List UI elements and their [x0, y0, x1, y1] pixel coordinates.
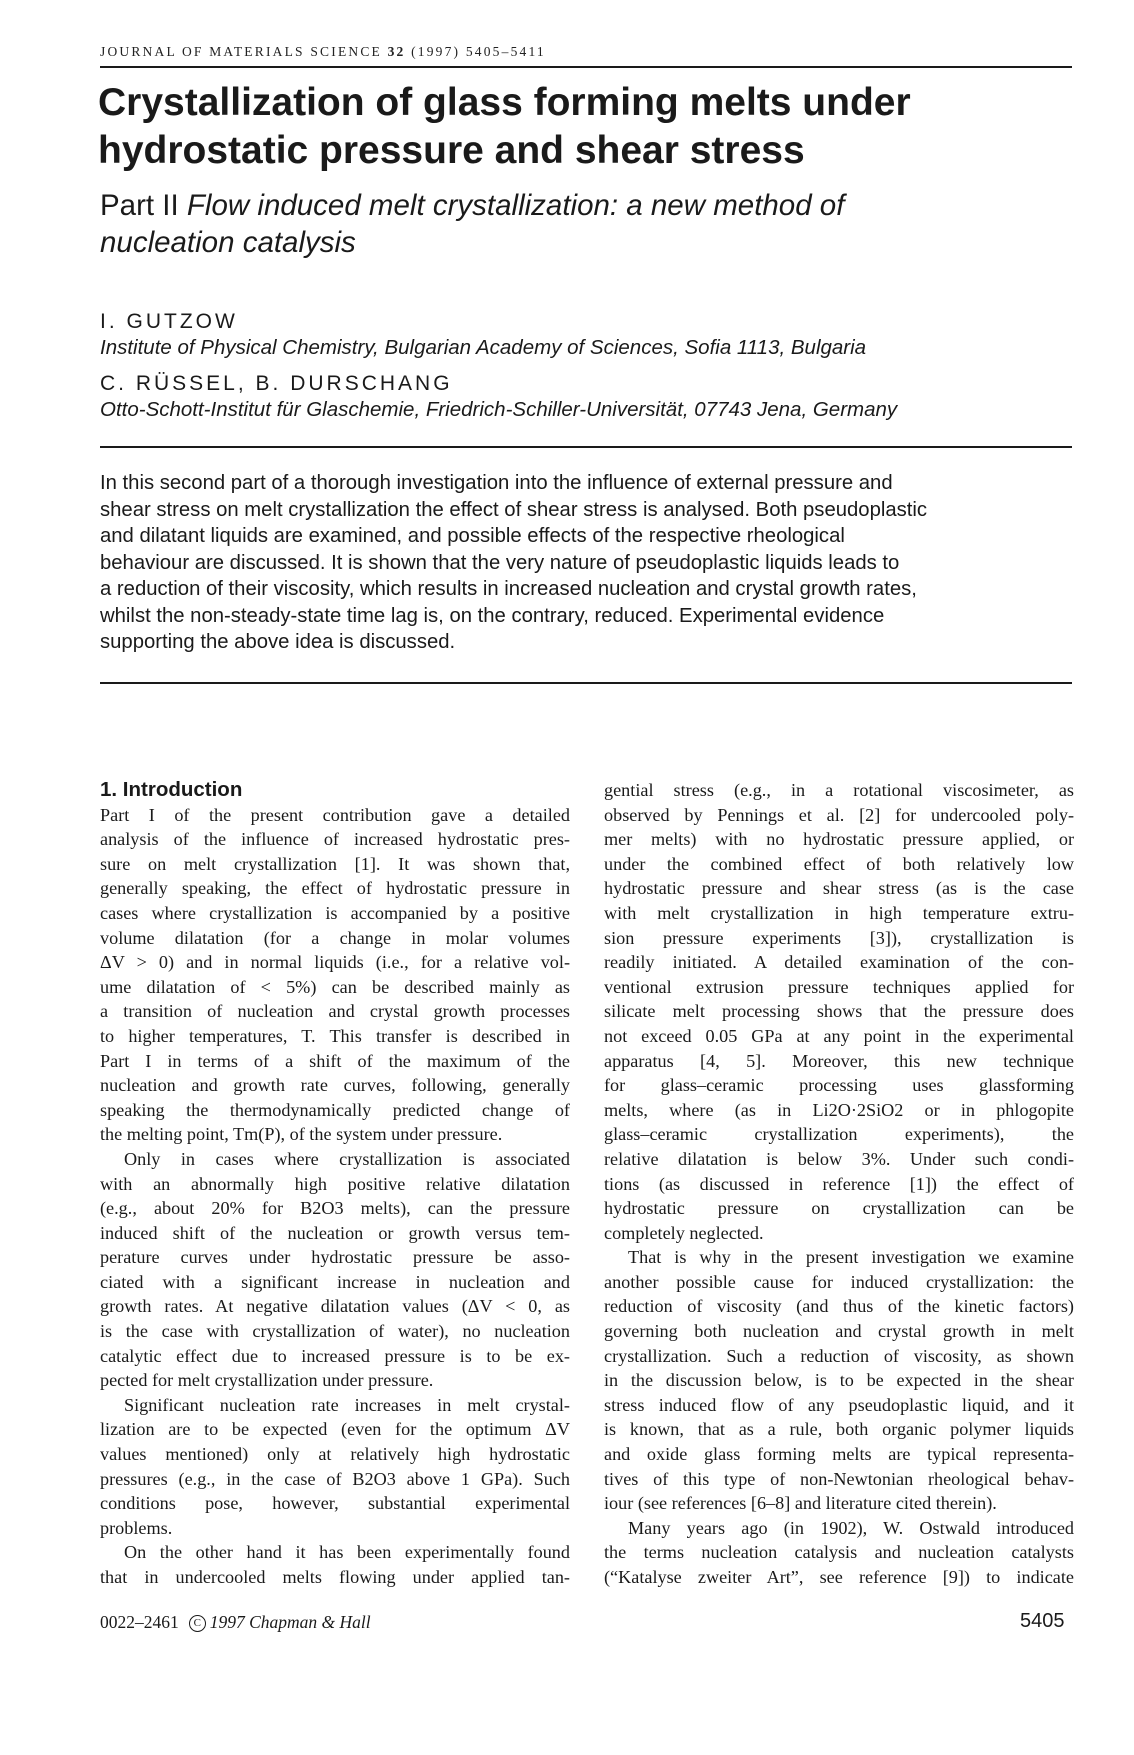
right-column — [604, 778, 1074, 1590]
body-line: stress induced flow of any pseudoplastic liquid, and it — [604, 1394, 1074, 1415]
body-line: ventional extrusion pressure techniques applied for — [604, 976, 1074, 997]
body-line: hydrostatic pressure and shear stress (as is the case — [604, 878, 1074, 899]
body-line: is known, that as a rule, both organic polymer liquids — [604, 1419, 1074, 1440]
section-heading: 1. Introduction — [100, 778, 243, 801]
body-line: is the case with crystallization of water), no nucleation — [100, 1321, 570, 1342]
author-names: I. GUTZOW — [100, 310, 238, 333]
body-line: governing both nucleation and crystal growth in melt — [604, 1321, 1074, 1342]
body-line: cases where crystallization is accompanied by a positive — [100, 902, 570, 923]
subtitle-part: Part II — [100, 189, 179, 222]
body-line: for glass–ceramic processing uses glassforming — [604, 1075, 1074, 1096]
body-line: the terms nucleation catalysis and nucleation catalysts — [604, 1542, 1074, 1563]
body-line: to higher temperatures, T. This transfer is described in — [100, 1025, 570, 1046]
copyright-icon: C — [189, 1615, 206, 1632]
abstract-line: whilst the non-steady-state time lag is, on the contrary, reduced. Experimental evidence — [100, 604, 885, 627]
body-line: with melt crystallization in high temperature extru- — [604, 902, 1074, 923]
body-line: readily initiated. A detailed examination of the con- — [604, 952, 1074, 973]
body-line: tives of this type of non-Newtonian rheological behav- — [604, 1468, 1074, 1489]
body-line: ΔV > 0) and in normal liquids (i.e., for a relative vol- — [100, 952, 570, 973]
body-line: observed by Pennings et al. [2] for undercooled poly- — [604, 804, 1074, 825]
body-line: Significant nucleation rate increases in melt crystal- — [124, 1394, 570, 1415]
subtitle-line: Flow induced melt crystallization: a new method of — [186, 189, 845, 222]
body-line: relative dilatation is below 3%. Under such condi- — [604, 1148, 1074, 1169]
abstract-line: In this second part of a thorough investigation into the influence of external pressure and — [100, 472, 893, 494]
body-line: problems. — [100, 1517, 173, 1538]
body-line: lization are to be expected (even for the optimum ΔV — [100, 1419, 570, 1440]
body-line: melts, where (as in Li2O·2SiO2 or in phlogopite — [604, 1099, 1074, 1120]
body-line: silicate melt processing shows that the pressure does — [604, 1001, 1074, 1022]
body-line: apparatus [4, 5]. Moreover, this new technique — [604, 1050, 1074, 1071]
body-line: in the discussion below, is to be expected in the shear — [604, 1370, 1074, 1391]
body-line: generally speaking, the effect of hydrostatic pressure in — [100, 878, 570, 899]
page-number: 5405 — [1020, 1610, 1065, 1632]
body-line: the melting point, Tm(P), of the system under pressure. — [100, 1124, 503, 1145]
body-line: another possible cause for induced crystallization: the — [604, 1271, 1074, 1292]
abstract-line: behaviour are discussed. It is shown that the very nature of pseudoplastic liquids leads to — [100, 551, 900, 574]
title-line: Crystallization of glass forming melts under — [98, 81, 911, 124]
body-line: On the other hand it has been experimentally found — [124, 1542, 570, 1563]
body-line: completely neglected. — [604, 1222, 764, 1243]
body-line: speaking the thermodynamically predicted change of — [100, 1099, 570, 1120]
body-line: and oxide glass forming melts are typical representa- — [604, 1444, 1074, 1465]
body-line: analysis of the influence of increased hydrostatic pres- — [100, 829, 570, 850]
subtitle-line: nucleation catalysis — [100, 226, 356, 259]
journal-name: JOURNAL OF MATERIALS SCIENCE — [100, 44, 382, 59]
body-line: Part I of the present contribution gave a detailed — [100, 804, 570, 825]
body-line: pected for melt crystallization under pressure. — [100, 1370, 434, 1391]
body-line: perature curves under hydrostatic pressure be asso- — [100, 1247, 570, 1268]
body-line: ume dilatation of < 5%) can be described mainly as — [100, 976, 570, 997]
body-line: nucleation and growth rate curves, following, generally — [100, 1075, 570, 1096]
footer-issn: 0022–2461 — [100, 1612, 179, 1632]
author-affiliation: Institute of Physical Chemistry, Bulgarian Academy of Sciences, Sofia 1113, Bulgaria — [100, 336, 867, 359]
body-line: under the combined effect of both relatively low — [604, 853, 1074, 874]
body-line: hydrostatic pressure on crystallization can be — [604, 1198, 1074, 1219]
body-line: That is why in the present investigation we examine — [628, 1247, 1074, 1268]
body-line: Part I in terms of a shift of the maximum of the — [100, 1050, 570, 1071]
footer-publisher: 1997 Chapman & Hall — [209, 1612, 371, 1632]
body-line: Many years ago (in 1902), W. Ostwald introduced — [628, 1517, 1074, 1538]
body-line: pressures (e.g., in the case of B2O3 above 1 GPa). Such — [100, 1468, 570, 1489]
title-line: hydrostatic pressure and shear stress — [98, 129, 805, 172]
body-line: values mentioned) only at relatively high hydrostatic — [100, 1444, 570, 1465]
abstract-rule-bottom — [100, 682, 1072, 684]
body-line: growth rates. At negative dilatation values (ΔV < 0, as — [100, 1296, 570, 1317]
header-rule — [100, 66, 1072, 68]
body-line: reduction of viscosity (and thus of the kinetic factors) — [604, 1296, 1074, 1317]
abstract-line: supporting the above idea is discussed. — [100, 631, 456, 653]
body-line: volume dilatation (for a change in molar volumes — [100, 927, 570, 948]
body-line: glass–ceramic crystallization experiments), the — [604, 1124, 1074, 1145]
body-line: sion pressure experiments [3]), crystallization is — [604, 927, 1074, 948]
journal-volume: 32 — [387, 44, 406, 59]
body-line: (“Katalyse zweiter Art”, see reference [9]) to indicate — [604, 1567, 1074, 1587]
footer-copyright — [100, 1612, 371, 1633]
body-line: gential stress (e.g., in a rotational viscosimeter, as — [604, 780, 1074, 800]
body-line: tions (as discussed in reference [1]) the effect of — [604, 1173, 1074, 1194]
journal-header — [100, 44, 1072, 60]
author-names: C. RÜSSEL, B. DURSCHANG — [100, 372, 453, 395]
left-column — [100, 778, 570, 1590]
abstract-rule-top — [100, 446, 1072, 448]
body-line: induced shift of the nucleation or growth versus tem- — [100, 1222, 570, 1243]
body-line: sure on melt crystallization [1]. It was shown that, — [100, 853, 570, 874]
abstract-line: and dilatant liquids are examined, and possible effects of the respective rheological — [100, 525, 845, 547]
body-line: conditions pose, however, substantial experimental — [100, 1493, 570, 1514]
body-line: crystallization. Such a reduction of viscosity, as shown — [604, 1345, 1074, 1366]
body-line: not exceed 0.05 GPa at any point in the experimental — [604, 1025, 1074, 1046]
body-line: with an abnormally high positive relative dilatation — [100, 1173, 570, 1194]
abstract-line: a reduction of their viscosity, which results in increased nucleation and crystal growth rates, — [100, 578, 917, 600]
body-line: mer melts) with no hydrostatic pressure applied, or — [604, 829, 1074, 850]
journal-year-pages: (1997) 5405–5411 — [411, 44, 546, 59]
body-line: ciated with a significant increase in nucleation and — [100, 1271, 570, 1292]
body-line: that in undercooled melts flowing under applied tan- — [100, 1567, 570, 1587]
abstract — [100, 470, 1072, 656]
paper-subtitle — [100, 187, 1060, 261]
body-line: Only in cases where crystallization is associated — [124, 1148, 570, 1169]
body-line: a transition of nucleation and crystal growth processes — [100, 1001, 570, 1022]
abstract-line: shear stress on melt crystallization the effect of shear stress is analysed. Both pseudoplastic — [100, 498, 928, 521]
body-line: (e.g., about 20% for B2O3 melts), can the pressure — [100, 1198, 570, 1219]
paper-title — [98, 79, 1058, 175]
author-affiliation: Otto-Schott-Institut für Glaschemie, Friedrich-Schiller-Universität, 07743 Jena, Germany — [100, 398, 898, 421]
body-line: iour (see references [6–8] and literature cited therein). — [604, 1493, 997, 1514]
body-line: catalytic effect due to increased pressure is to be ex- — [100, 1345, 570, 1366]
